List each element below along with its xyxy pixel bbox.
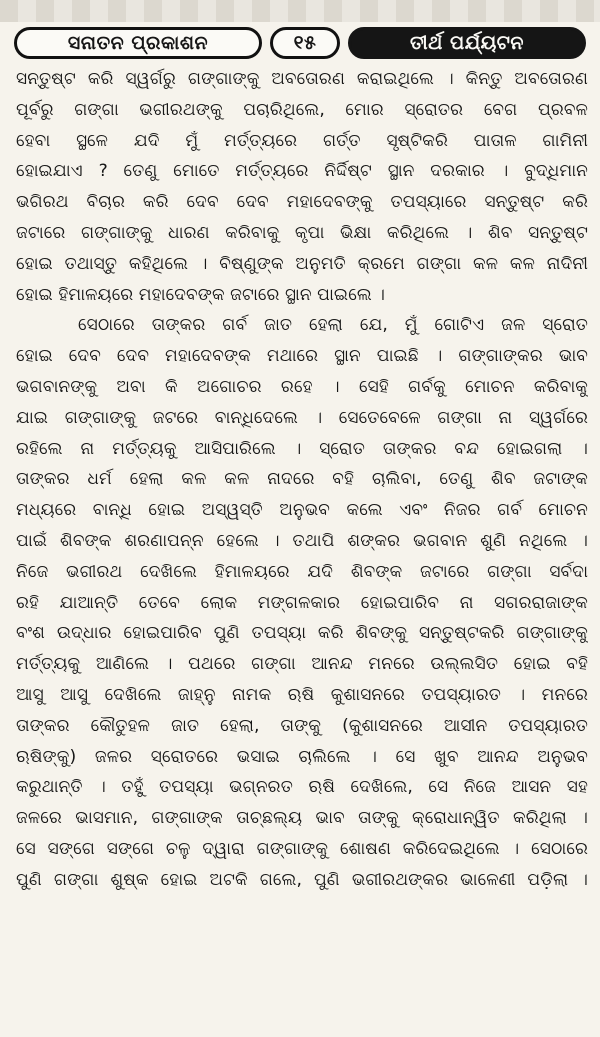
text-line: ସନ୍ତୁଷ୍ଟ କରି ସ୍ୱର୍ଗରୁ ଗଙ୍ଗାଙ୍କୁ ଅବତୋରଣ କରାଇଥିଲେ । କିନ୍ତୁ ଅବତୋରଣ: [16, 69, 588, 89]
text-line: ଜଳରେ ଭାସମାନ, ଗଙ୍ଗାଙ୍କ ତାଚ୍ଛଲ୍ୟ ଭାବ ତାଙ୍କୁ କ୍ରୋଧାନ୍ୱିତ କରିଥିଲା ।: [16, 808, 588, 829]
text-line: କରୁଥାନ୍ତି । ତହୁଁ ତପସ୍ୟା ଭଗ୍ନରତ ଋଷି ଦେଖିଲେ, ସେ ନିଜେ ଆସନ ସହ: [16, 777, 588, 798]
publication-name: ସନାତନ ପ୍ରକାଶନ: [14, 27, 262, 59]
text-line: ହୋଇ ହିମାଳୟରେ ମହାଦେବଙ୍କ ଜଟାରେ ସ୍ଥାନ ପାଇଲେ ।: [16, 284, 385, 305]
text-line: ତାଙ୍କର ଧର୍ମ ହେଲା କଳ କଳ ନାଦରେ ବହି ଚାଲିବା, ତେଣୁ ଶିବ ଜଟାଙ୍କ: [16, 469, 588, 490]
text-line: ଯାଇ ଗଙ୍ଗାଙ୍କୁ ଜଟରେ ବାନ୍ଧିଦେଲେ । ସେତେବେଳେ ଗଙ୍ଗା ନା ସ୍ୱର୍ଗରେ: [16, 407, 588, 428]
top-edge-strip: [0, 0, 600, 22]
text-line: ହୋଇ ଦେବ ଦେବ ମହାଦେବଙ୍କ ମଥାରେ ସ୍ଥାନ ପାଇଛି । ଗଙ୍ଗାଙ୍କର ଭାବ: [16, 346, 588, 367]
page-header: [14, 24, 586, 62]
text-line: ହୋଇଯାଏ ? ତେଣୁ ମୋତେ ମର୍ତ୍ତ୍ୟରେ ନିର୍ଦ୍ଦିଷ୍ଟ ସ୍ଥାନ ଦରକାର । ବୁଦ୍ଧିମାନ: [16, 161, 588, 182]
text-line: ହୋଇ ତଥାସ୍ତୁ କହିଥିଲେ । ବିଷ୍ଣୁଙ୍କ ଅନୁମତି କ୍ରମେ ଗଙ୍ଗା କଳ କଳ ନାଦିନୀ: [16, 253, 588, 274]
article-body: [16, 64, 588, 896]
text-line: ବଂଶ ଉଦ୍ଧାର ହୋଇପାରିବ ପୁଣି ତପସ୍ୟା କରି ଶିବଙ୍କୁ ସନ୍ତୁଷ୍ଟକରି ଗଙ୍ଗାଙ୍କୁ: [16, 623, 588, 644]
text-line: ପାଇଁ ଶିବଙ୍କ ଶରଣାପନ୍ନ ହେଲେ । ତଥାପି ଶଙ୍କର ଭଗବାନ ଶୁଣି ନଥିଲେ ।: [16, 530, 588, 551]
text-line: ତାଙ୍କର କୌତୁହଳ ଜାତ ହେଲା, ତାଙ୍କୁ (କୁଶାସନରେ ଆସୀନ ତପସ୍ୟାରତ: [16, 715, 588, 736]
text-line: ଭଗବାନଙ୍କୁ ଅବା କି ଅଗୋଚର ରହେ । ସେହି ଗର୍ବକୁ ମୋଚନ କରିବାକୁ: [16, 376, 588, 397]
text-line: ଜଟାରେ ଗଙ୍ଗାଙ୍କୁ ଧାରଣ କରିବାକୁ କୃପା ଭିକ୍ଷା କରିଥିଲେ । ଶିବ ସନ୍ତୁଷ୍ଟ: [16, 222, 588, 243]
text-line: ହେବା ସ୍ଥଳେ ଯଦି ମୁଁ ମର୍ତ୍ତ୍ୟରେ ଗର୍ତ୍ତ ସୃଷ୍ଟିକରି ପାତାଳ ଗାମିନୀ: [16, 130, 588, 151]
text-line: ଭଗିରଥ ବିଚାର କରି ଦେବ ଦେବ ମହାଦେବଙ୍କୁ ତପସ୍ୟାରେ ସନ୍ତୁଷ୍ଟ କରି: [16, 192, 588, 213]
text-line: ରହିଲେ ନା ମର୍ତ୍ତ୍ୟକୁ ଆସିପାରିଲେ । ସ୍ରୋତ ତାଙ୍କର ବନ୍ଦ ହୋଇଗଲା ।: [16, 438, 588, 459]
text-line: ସେଠାରେ ତାଙ୍କର ଗର୍ବ ଜାତ ହେଲା ଯେ, ମୁଁ ଗୋଟିଏ ଜଳ ସ୍ରୋତ: [78, 315, 588, 336]
page-number: ୧୫: [270, 27, 340, 59]
text-line: ମଧ୍ୟରେ ବାନ୍ଧି ହୋଇ ଅସ୍ୱସ୍ତି ଅନୁଭବ କଲେ ଏବଂ ନିଜର ଗର୍ବ ମୋଚନ: [16, 500, 588, 521]
text-line: ପୂର୍ବରୁ ଗଙ୍ଗା ଭଗୀରଥଙ୍କୁ ପଚାରିଥିଲେ, ମୋର ସ୍ରୋତର ବେଗ ପ୍ରବଳ: [16, 99, 588, 120]
text-line: ରହି ଯାଆନ୍ତି ତେବେ ଲୋକ ମଙ୍ଗଳକାର ହୋଇପାରିବ ନା ସଗରରାଜାଙ୍କ: [16, 592, 588, 613]
text-line: ସେ ସଙ୍ଗେ ସଙ୍ଗେ ଚଳୁ ଦ୍ୱାରା ଗଙ୍ଗାଙ୍କୁ ଶୋଷଣ କରିଦେଇଥିଲେ । ସେଠାରେ: [16, 838, 588, 859]
text-line: ମର୍ତ୍ତ୍ୟକୁ ଆଣିଲେ । ପଥରେ ଗଙ୍ଗା ଆନନ୍ଦ ମନରେ ଉଲ୍ଲସିତ ହୋଇ ବହି: [16, 654, 588, 675]
section-title: ତୀର୍ଥ ପର୍ଯ୍ୟଟନ: [348, 27, 586, 59]
text-line: ଋଷିଙ୍କୁ) ଜଳର ସ୍ରୋତରେ ଭସାଇ ଚାଲିଲେ । ସେ ଖୁବ ଆନନ୍ଦ ଅନୁଭବ: [16, 746, 588, 767]
text-line: ନିଜେ ଭଗୀରଥ ଦେଖିଲେ ହିମାଳୟରେ ଯଦି ଶିବଙ୍କ ଜଟାରେ ଗଙ୍ଗା ସର୍ବଦା: [16, 561, 588, 582]
text-line: ପୁଣି ଗଙ୍ଗା ଶୁଷ୍କ ହୋଇ ଅଟକି ଗଲେ, ପୁଣି ଭଗୀରଥଙ୍କର ଭାଳେଣୀ ପଡ଼ିଲା ।: [16, 869, 588, 890]
text-line: ଆସୁ ଆସୁ ଦେଖିଲେ ଜାହ୍ନୁ ନାମକ ଋଷି କୁଶାସନରେ ତପସ୍ୟାରତ । ମନରେ: [16, 684, 588, 705]
